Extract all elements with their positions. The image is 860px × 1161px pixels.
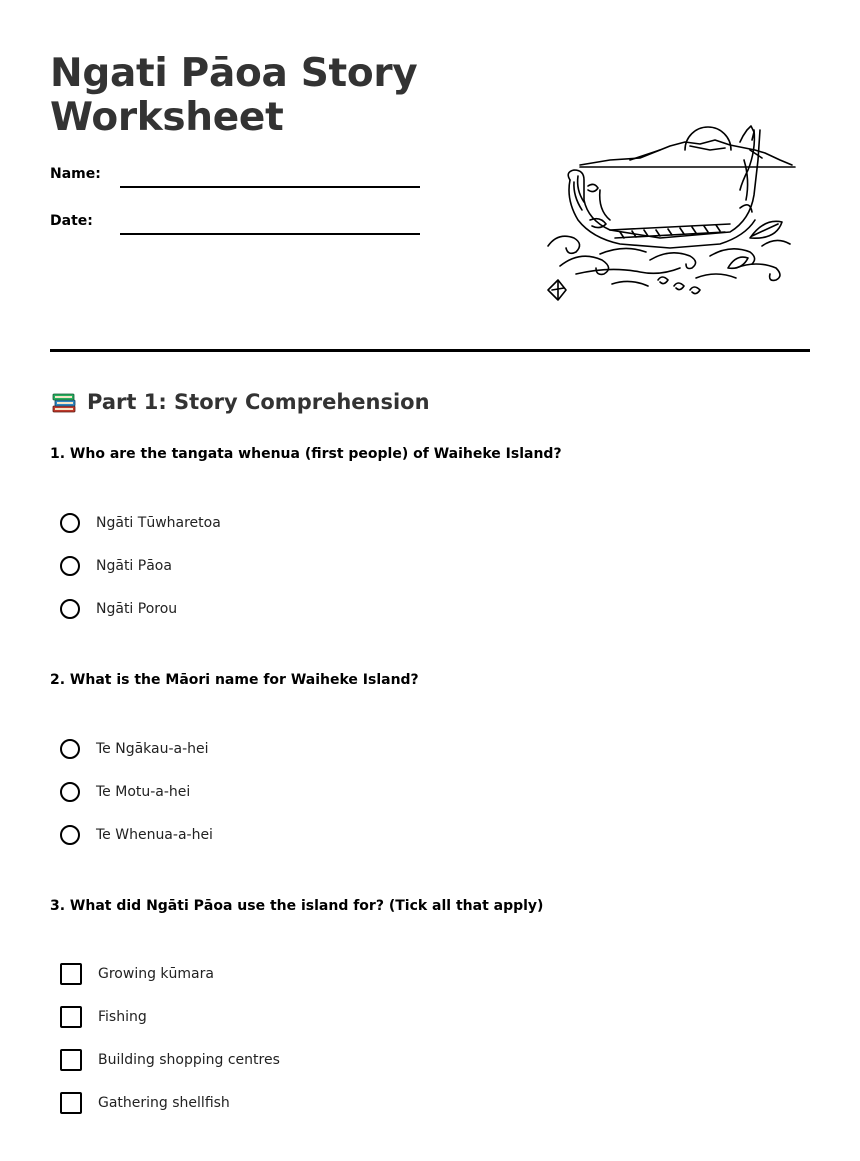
option-label: Fishing <box>98 1009 147 1025</box>
name-field[interactable] <box>120 186 420 188</box>
option-label: Ngāti Tūwharetoa <box>96 515 221 531</box>
option-label: Te Whenua-a-hei <box>96 827 213 843</box>
question-3: 3. What did Ngāti Pāoa use the island for? (Tick all that apply) <box>50 898 544 914</box>
waka-canoe-illustration <box>540 120 805 310</box>
q1-option-2[interactable] <box>60 554 172 578</box>
q2-option-1[interactable] <box>60 737 209 761</box>
option-label: Ngāti Porou <box>96 601 178 617</box>
date-label: Date: <box>50 213 93 229</box>
waves-icon <box>548 236 790 293</box>
option-label: Building shopping centres <box>98 1052 280 1068</box>
books-icon <box>50 388 78 416</box>
q3-option-3[interactable] <box>60 1048 280 1072</box>
name-label: Name: <box>50 166 101 182</box>
option-label: Te Ngākau-a-hei <box>96 741 209 757</box>
checkbox[interactable] <box>60 963 82 985</box>
radio-button[interactable] <box>60 825 80 845</box>
q3-option-2[interactable] <box>60 1005 147 1029</box>
radio-button[interactable] <box>60 782 80 802</box>
q3-option-4[interactable] <box>60 1091 230 1115</box>
worksheet-title: Ngati Pāoa Story Worksheet <box>50 51 418 140</box>
q3-option-1[interactable] <box>60 962 214 986</box>
part1-heading-text: Part 1: Story Comprehension <box>87 390 430 414</box>
radio-button[interactable] <box>60 513 80 533</box>
question-1: 1. Who are the tangata whenua (first people) of Waiheke Island? <box>50 446 562 462</box>
radio-button[interactable] <box>60 556 80 576</box>
q1-option-3[interactable] <box>60 597 177 621</box>
checkbox[interactable] <box>60 1006 82 1028</box>
q2-option-3[interactable] <box>60 823 213 847</box>
checkbox[interactable] <box>60 1049 82 1071</box>
q2-option-2[interactable] <box>60 780 190 804</box>
mountains-icon <box>580 126 795 190</box>
checkbox[interactable] <box>60 1092 82 1114</box>
part1-heading <box>50 388 430 416</box>
question-2: 2. What is the Māori name for Waiheke Island? <box>50 672 419 688</box>
date-field[interactable] <box>120 233 420 235</box>
radio-button[interactable] <box>60 739 80 759</box>
leaf-icon <box>548 221 782 300</box>
section-divider <box>50 349 810 352</box>
option-label: Growing kūmara <box>98 966 214 982</box>
option-label: Te Motu-a-hei <box>96 784 191 800</box>
option-label: Ngāti Pāoa <box>96 558 172 574</box>
q1-option-1[interactable] <box>60 511 221 535</box>
option-label: Gathering shellfish <box>98 1095 230 1111</box>
radio-button[interactable] <box>60 599 80 619</box>
